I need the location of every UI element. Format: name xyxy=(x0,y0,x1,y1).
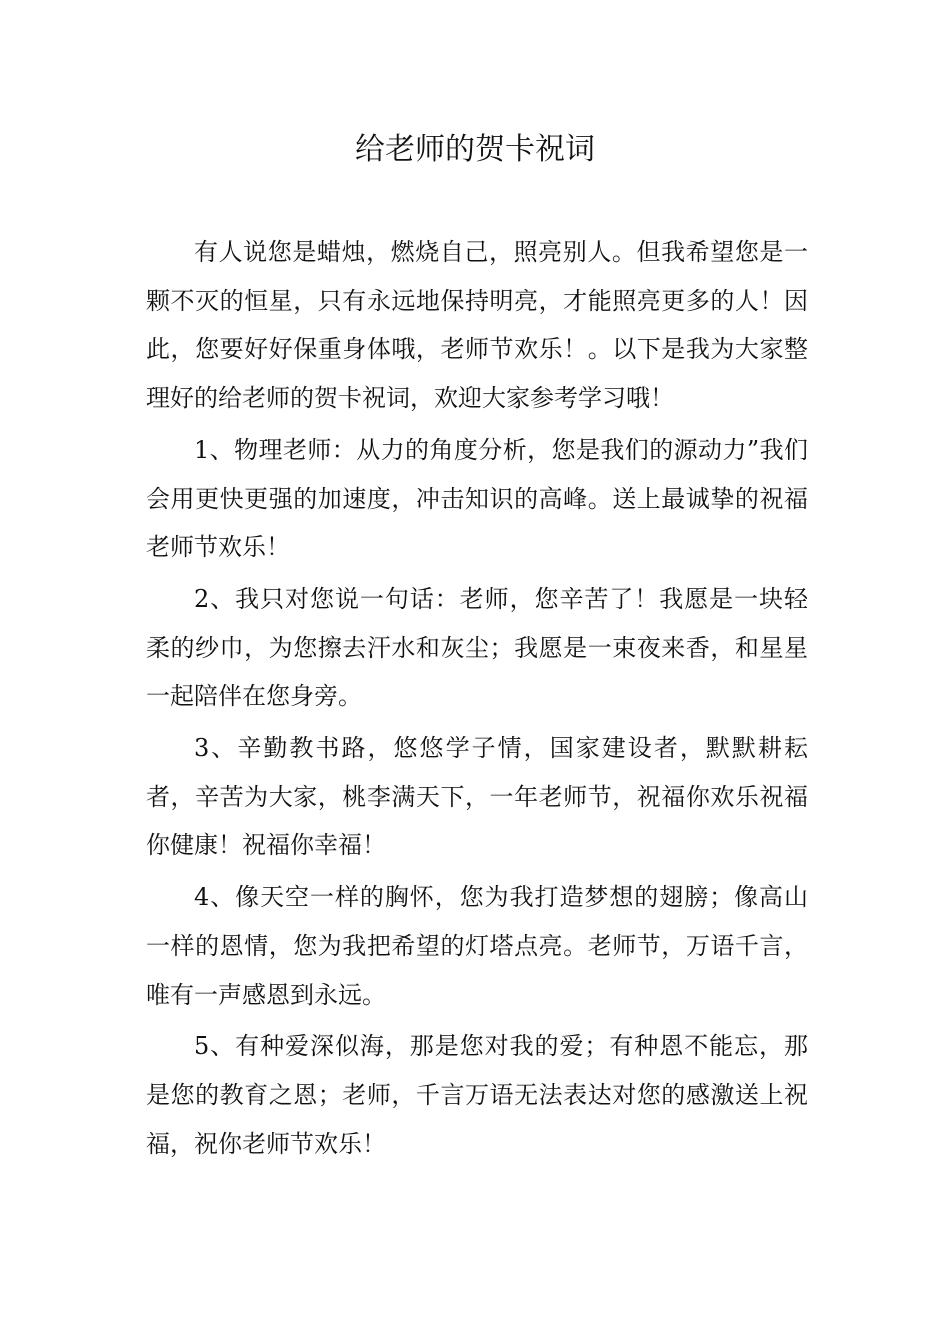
document-body xyxy=(146,228,808,1171)
intro-paragraph: 有人说您是蜡烛，燃烧自己，照亮别人。但我希望您是一颗不灭的恒星，只有永远地保持明亮，才能照亮更多的人！因此，您要好好保重身体哦，老师节欢乐！。以下是我为大家整理好的给老师的贺卡祝词，欢迎大家参考学习哦！ xyxy=(146,238,808,413)
document-title: 给老师的贺卡祝词 xyxy=(355,132,595,167)
greeting-paragraph-1: 1、物理老师：从力的角度分析，您是我们的源动力”我们会用更快更强的加速度，冲击知识的高峰。送上最诚挚的祝福老师节欢乐！ xyxy=(146,435,808,562)
greeting-paragraph-2: 2、我只对您说一句话：老师，您辛苦了！我愿是一块轻柔的纱巾，为您擦去汗水和灰尘；我愿是一束夜来香，和星星一起陪伴在您身旁。 xyxy=(146,584,808,711)
greeting-paragraph-3: 3、辛勤教书路，悠悠学子情，国家建设者，默默耕耘者，辛苦为大家，桃李满天下，一年老师节，祝福你欢乐祝福你健康！祝福你幸福！ xyxy=(146,734,808,860)
greeting-paragraph-5: 5、有种爱深似海，那是您对我的爱；有种恩不能忘，那是您的教育之恩；老师，千言万语无法表达对您的感激送上祝福，祝你老师节欢乐！ xyxy=(146,1032,808,1158)
greeting-paragraph-4: 4、像天空一样的胸怀，您为我打造梦想的翅膀；像高山一样的恩情，您为我把希望的灯塔点亮。老师节，万语千言，唯有一声感恩到永远。 xyxy=(146,883,808,1009)
